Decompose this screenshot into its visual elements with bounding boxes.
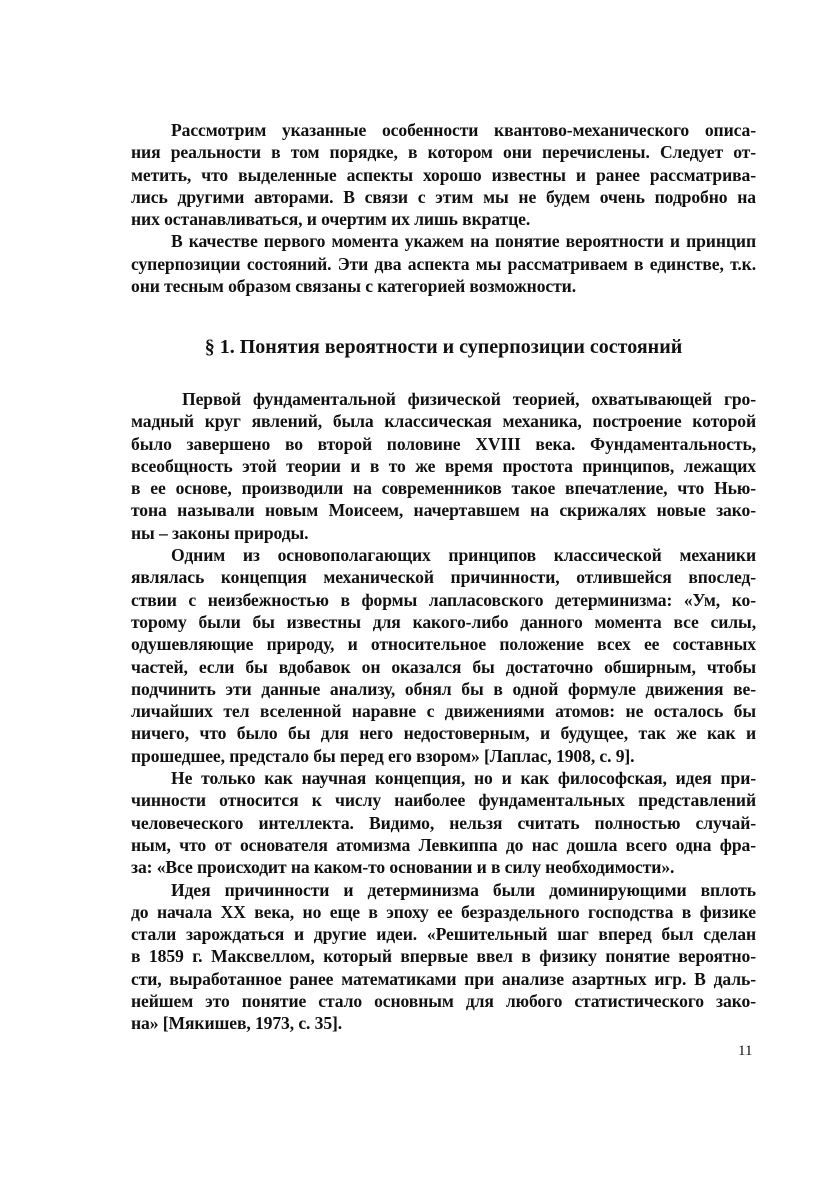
section-heading: § 1. Понятия вероятности и суперпозиции состояний [204,336,683,358]
text-line: мадный круг явлений, была классическая механика, построение которой [131,411,756,432]
text-line: ствии с неизбежностью в формы лапласовского детерминизма: «Ум, ко- [131,589,756,610]
text-line: всеобщность этой теории и в то же время простота принципов, лежащих [131,455,756,476]
text-line: Одним из основополагающих принципов классической механики [171,545,756,566]
text-line: тона называли новым Моисеем, начертавшем на скрижалях новые зако- [131,500,756,521]
text-fragment: . [571,276,577,297]
text-line: личайших тел вселенной наравне с движениями атомов: не осталось бы [131,701,756,722]
text-line: одушевляющие природу, и относительное положение всех ее составных [131,634,756,655]
text-line: лись другими авторами. В связи с этим мы не будем очень подробно на [131,186,756,207]
emphasis-text: категорией возможности [377,276,572,297]
text-line: было завершено во второй половине XVIII века. Фундаментальность, [131,433,756,454]
text-line: являлась концепция механической причинности, отлившейся впослед- [131,567,756,588]
text-line: ничего, что было бы для него недостоверным, и будущее, так же как и [131,723,756,744]
body-paragraph-3 [131,767,756,878]
text-line: стали зарождаться и другие идеи. «Решительный шаг вперед был сделан [131,924,756,945]
body-paragraph-4 [131,879,756,1035]
text-line: Первой фундаментальной физической теорией, охватывающей гро- [182,389,756,409]
text-line: человеческого интеллекта. Видимо, нельзя считать полностью случай- [131,812,756,833]
intro-paragraph-2 [131,230,756,297]
text-line: них останавливаться, и очертим их лишь вкратце. [131,209,531,230]
text-line: Рассмотрим указанные особенности квантово-механического описа- [171,120,756,140]
text-line: частей, если бы вдобавок он оказался бы достаточно обширным, чтобы [131,656,756,677]
text-line: за: «Все происходит на каком-то основании и в силу необходимости». [131,857,675,878]
text-line: в 1859 г. Максвеллом, который впервые ввел в физику понятие вероятно- [131,946,756,967]
body-text [131,388,756,1035]
text-line: сти, выработанное ранее математиками при анализе азартных игр. В даль- [131,968,756,989]
text-line: ным, что от основателя атомизма Левкиппа до нас дошла всего одна фра- [131,834,756,855]
intro-paragraph-1 [131,119,756,230]
text-line: на» [Мякишев, 1973, с. 35]. [131,1013,343,1034]
text-line: Идея причинности и детерминизма были доминирующими вплоть [171,879,756,900]
text-line: суперпозиции состояний. Эти два аспекта мы рассматриваем в единстве, т.к. [131,253,756,274]
page-number: 11 [738,1043,753,1059]
body-paragraph-1 [131,388,756,544]
body-paragraph-2 [131,544,756,767]
text-line: торому были бы известны для какого-либо данного момента все силы, [131,611,756,632]
intro-text [131,119,756,297]
text-line: в ее основе, производили на современников такое впечатление, что Нью- [131,478,756,499]
text-line: В качестве первого момента укажем на понятие вероятности и принцип [171,231,756,252]
text-line: прошедшее, предстало бы перед его взором» [Лаплас, 1908, с. 9]. [131,745,635,766]
text-line: чинности относится к числу наиболее фундаментальных представлений [131,790,756,811]
text-line: Не только как научная концепция, но и как философская, идея при- [171,768,756,789]
text-line: метить, что выделенные аспекты хорошо известны и ранее рассматрива- [131,164,756,185]
text-line: ния реальности в том порядке, в котором они перечислены. Следует от- [131,142,756,163]
text-fragment: они тесным образом связаны с [131,276,378,297]
text-line: подчинить эти данные анализу, обнял бы в одной формуле движения ве- [131,678,756,699]
text-line [131,275,756,297]
text-line: нейшем это понятие стало основным для любого статистического зако- [131,991,756,1012]
text-line: до начала XX века, но еще в эпоху ее безраздельного господства в физике [131,901,756,922]
text-line: ны – законы природы. [131,522,309,543]
